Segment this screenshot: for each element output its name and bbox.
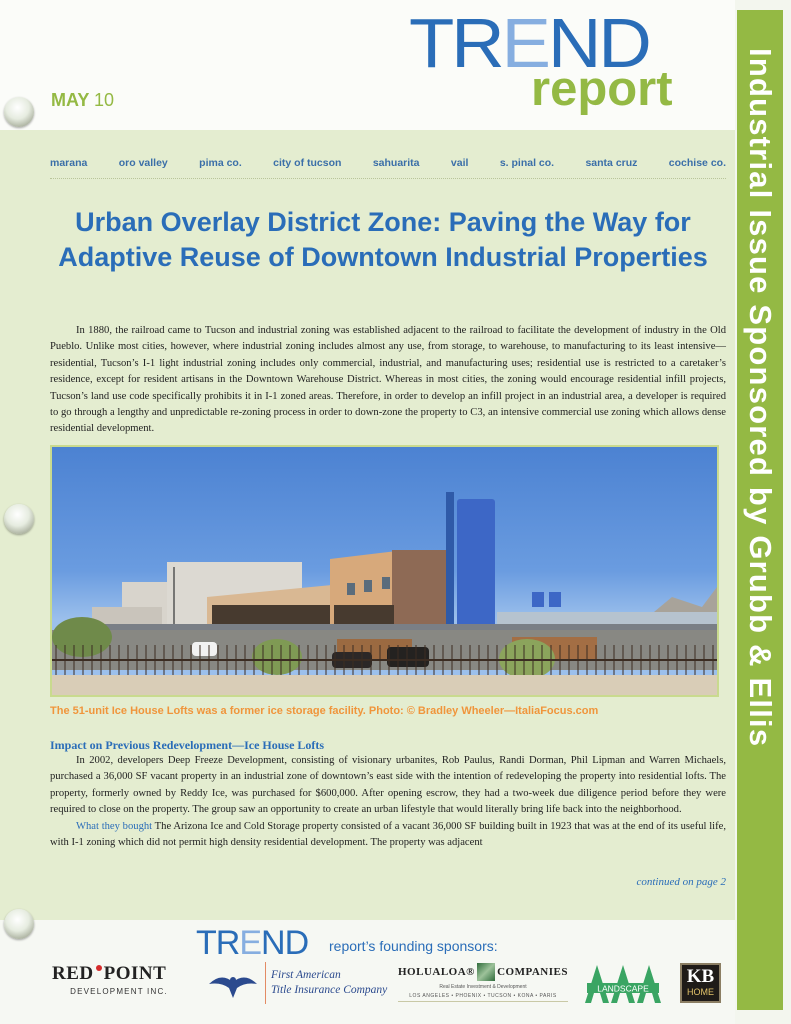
kb-subtitle: HOME — [687, 987, 714, 997]
holualoa-subtitle: Real Estate Investment & Development — [439, 984, 527, 990]
section-paragraph: In 2002, developers Deep Freeze Development, consisting of visionary urbanites, Rob Paulus, Randi Dorman, Phil Lipman and Warren Michaels, purchased a 36,000 SF vacant property in an industrial zone of downtown’s east side with the intention of redeveloping the property into residential lofts. The property, formerly owned by Reddy Ice, was purchased for $600,000. After opening escrow, they had a two-week due diligence period before they were required to close on the property. The group saw an opportunity to create an urban lifestyle that would literally bring life back into the neighborhood. — [50, 755, 726, 816]
tank-shape — [549, 592, 561, 607]
shrub-shape — [52, 617, 112, 657]
issue-date — [51, 90, 114, 111]
trend-logo-part: TR — [409, 4, 502, 82]
sponsors-tagline: report’s founding sponsors: — [329, 938, 498, 954]
eagle-icon — [207, 968, 259, 1002]
window-band — [212, 605, 332, 625]
nav-divider — [50, 178, 726, 179]
issue-year: 10 — [94, 90, 115, 110]
binder-hole-icon — [4, 909, 34, 939]
nav-item-vail[interactable]: vail — [450, 157, 469, 169]
trend-logo-part: TR — [196, 924, 240, 962]
tank-shape — [532, 592, 544, 607]
kb-wordmark: KB — [686, 966, 715, 987]
intro-paragraph: In 1880, the railroad came to Tucson and industrial zoning was established adjacent to the railroad to facilitate the development of industry in the Old Pueblo. Unlike most cities, however, where industrial zoning includes almost any use, from storage, to warehouse, to manufacturing to its least intensive—residential, Tucson’s I-1 light industrial zoning includes only commercial, industrial, and manufacturing uses; residential use is restricted to a caretaker’s residence, except for resident artisans in the Downtown Warehouse District. Whereas in most cities, the zoning would encourage residential infill projects, Tucson’s land use code specifically prohibits it in I-1 zoned areas. Therefore, in order to develop an infill project in an industrial area, a developer is required to go through a lengthy and unpredictable re-zoning process in order to down-zone the property to C3, an intensive commercial use zoning which allows dense residential development. — [50, 325, 726, 435]
nav-item-cochise-co[interactable]: cochise co. — [668, 157, 726, 169]
silo-ladder — [446, 492, 454, 632]
firstam-line: First American — [271, 969, 341, 981]
nav-item-oro-valley[interactable]: oro valley — [118, 157, 168, 169]
section-heading: Impact on Previous Redevelopment—Ice House Lofts — [50, 738, 325, 752]
footer-trend-logo — [196, 926, 308, 960]
nav-item-city-of-tucson[interactable]: city of tucson — [273, 157, 342, 169]
car-shape — [192, 642, 217, 656]
trend-logo-part: E — [501, 4, 548, 82]
trend-logo-part: ND — [547, 4, 649, 82]
holualoa-leaf-icon — [477, 963, 495, 981]
article-section — [50, 737, 726, 851]
building-shape — [392, 550, 452, 637]
fence-rail — [52, 659, 717, 661]
sidebar-banner — [737, 10, 783, 1010]
sponsor-logo-first-american[interactable] — [207, 962, 387, 1006]
holualoa-cities: LOS ANGELES • PHOENIX • TUCSON • KONA • PARIS — [398, 993, 568, 1002]
nav-item-s-pinal-co[interactable]: s. pinal co. — [499, 157, 555, 169]
nav-item-pima-co[interactable]: pima co. — [199, 157, 242, 169]
window — [382, 577, 390, 589]
redpoint-word: POINT — [103, 963, 167, 984]
nav-item-marana[interactable]: marana — [50, 157, 88, 169]
sidebar-sponsor-text: Industrial Issue Sponsored by Grubb & Ellis — [743, 48, 778, 748]
trend-logo-part: ND — [261, 924, 309, 962]
sponsor-logo-aaa-landscape[interactable] — [585, 963, 661, 1005]
binder-hole-icon — [4, 97, 34, 127]
silo-tank — [457, 499, 495, 639]
paragraph-body: The Arizona Ice and Cold Storage property consisted of a vacant 36,000 SF building built in 1923 that was at the end of its useful life, with I-1 zoning which did not permit high density residential development. The property was adjacent — [50, 820, 727, 849]
car-shape — [387, 647, 429, 667]
nav-item-sahuarita[interactable]: sahuarita — [372, 157, 420, 169]
paragraph-lead-in: What they bought — [76, 820, 153, 832]
firstam-wordmark — [271, 968, 387, 998]
window-band — [334, 605, 394, 625]
redpoint-subtitle: DEVELOPMENT INC. — [70, 987, 168, 996]
gravel-ground — [52, 675, 717, 695]
sponsor-logo-holualoa[interactable] — [398, 963, 568, 1002]
sponsor-logo-kb-home[interactable] — [680, 963, 721, 1003]
article-intro — [50, 323, 726, 438]
holualoa-wordmark — [398, 963, 568, 981]
aaa-logo-icon — [585, 963, 661, 1005]
redpoint-dot-icon — [96, 965, 102, 971]
ice-house-lofts-photo — [52, 447, 717, 695]
binder-hole-icon — [4, 504, 34, 534]
sponsor-logo-redpoint[interactable] — [52, 963, 186, 996]
carport-canopy — [97, 624, 717, 630]
article-headline: Urban Overlay District Zone: Paving the Way for Adaptive Reuse of Downtown Industrial Properties — [58, 207, 708, 272]
article-photo — [50, 445, 719, 697]
report-logo: report — [531, 62, 673, 116]
shrub-shape — [252, 639, 302, 675]
aaa-logo-text: LANDSCAPE — [597, 983, 649, 994]
window — [364, 580, 372, 592]
issue-month: MAY — [51, 90, 90, 110]
region-nav — [50, 157, 726, 169]
holualoa-word: HOLUALOA® — [398, 966, 475, 978]
redpoint-word: RED — [52, 963, 94, 984]
trend-logo-part: E — [239, 924, 262, 962]
holualoa-word: COMPANIES — [497, 966, 568, 978]
firstam-divider — [265, 962, 266, 1004]
photo-caption: The 51-unit Ice House Lofts was a former ice storage facility. Photo: © Bradley Wheeler—ItaliaFocus.com — [50, 705, 599, 717]
continued-link[interactable]: continued on page 2 — [636, 876, 726, 888]
redpoint-wordmark — [52, 963, 186, 985]
firstam-line: Title Insurance Company — [271, 984, 388, 996]
section-paragraph — [50, 819, 726, 852]
window — [347, 583, 355, 595]
nav-item-santa-cruz[interactable]: santa cruz — [585, 157, 638, 169]
